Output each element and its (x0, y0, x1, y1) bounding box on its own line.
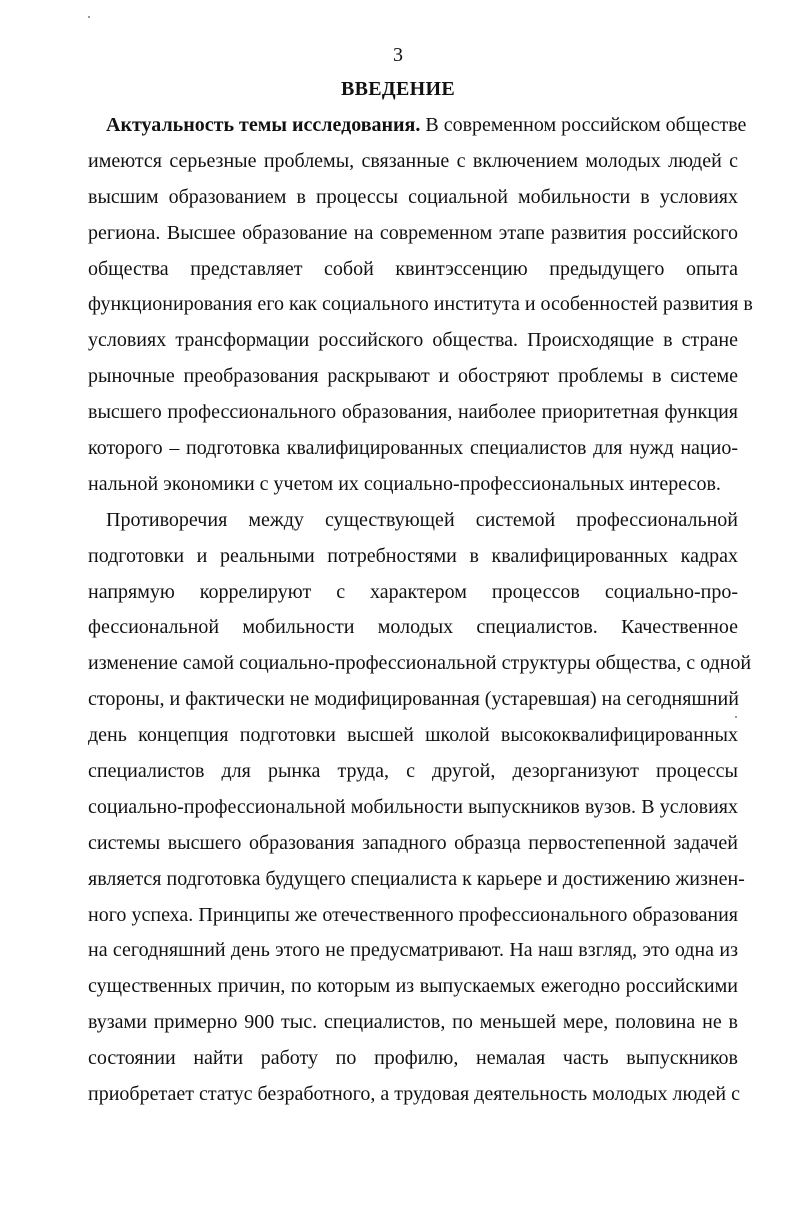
scan-speck (735, 716, 737, 718)
body-text (88, 108, 753, 1113)
scan-speck (88, 16, 90, 18)
text-line: ного успеха. Принципы же отечественного профессионального образования (88, 903, 738, 926)
text-line: состоянии найти работу по профилю, немалая часть выпускников (88, 1047, 738, 1070)
text-line: фессиональной мобильности молодых специалистов. Качественное (88, 616, 738, 639)
text-line: высшим образованием в процессы социальной мобильности в условиях (88, 185, 738, 208)
text-line: социально-профессиональной мобильности выпускников вузов. В условиях (88, 795, 738, 818)
lead-phrase: Актуальность темы исследования. (106, 114, 421, 136)
text-line: на сегодняшний день этого не предусматривают. На наш взгляд, это одна из (88, 939, 738, 962)
text-line: изменение самой социально-профессиональной структуры общества, с одной (88, 652, 752, 675)
text-line: условиях трансформации российского общества. Происходящие в стране (88, 329, 738, 352)
page-number: 3 (393, 44, 403, 66)
text-line: напрямую коррелируют с характером процессов социально-про- (88, 580, 738, 603)
text-line: приобретает статус безработного, а трудовая деятельность молодых людей с (88, 1083, 741, 1106)
text-line: рыночные преобразования раскрывают и обостряют проблемы в системе (88, 365, 738, 388)
paragraph-relevance (88, 108, 753, 503)
section-title: ВВЕДЕНИЕ (341, 78, 455, 100)
text-line: функционирования его как социального института и особенностей развития в (88, 293, 753, 316)
text-line: Противоречия между существующей системой профессиональной (106, 508, 738, 531)
text-line (88, 108, 747, 144)
text-line: высшего профессионального образования, наиболее приоритетная функция (88, 401, 738, 424)
text-line: подготовки и реальными потребностями в квалифицированных кадрах (88, 544, 738, 567)
text-line: день концепция подготовки высшей школой высококвалифицированных (88, 724, 738, 747)
text-line: специалистов для рынка труда, с другой, дезорганизуют процессы (88, 760, 738, 783)
text-line: нальной экономики с учетом их социально-профессиональных интересов. (88, 472, 721, 495)
text-line: вузами примерно 900 тыс. специалистов, по меньшей мере, половина не в (88, 1011, 738, 1034)
text-line: системы высшего образования западного образца первостепенной задачей (88, 831, 738, 854)
text-line: общества представляет собой квинтэссенцию предыдущего опыта (88, 257, 738, 280)
paragraph-contradictions (88, 503, 752, 1113)
text-line: является подготовка будущего специалиста к карьере и достижению жизнен- (88, 867, 745, 890)
text-line: региона. Высшее образование на современном этапе развития российского (88, 221, 738, 244)
text-line: имеются серьезные проблемы, связанные с включением молодых людей с (88, 149, 738, 172)
text-line: существенных причин, по которым из выпускаемых ежегодно российскими (88, 975, 738, 998)
text-line: которого – подготовка квалифицированных специалистов для нужд нацио- (88, 437, 738, 460)
text-line: стороны, и фактически не модифицированная (устаревшая) на сегодняшний (88, 688, 739, 711)
text-line-part: В современном российском обществе (420, 114, 747, 136)
